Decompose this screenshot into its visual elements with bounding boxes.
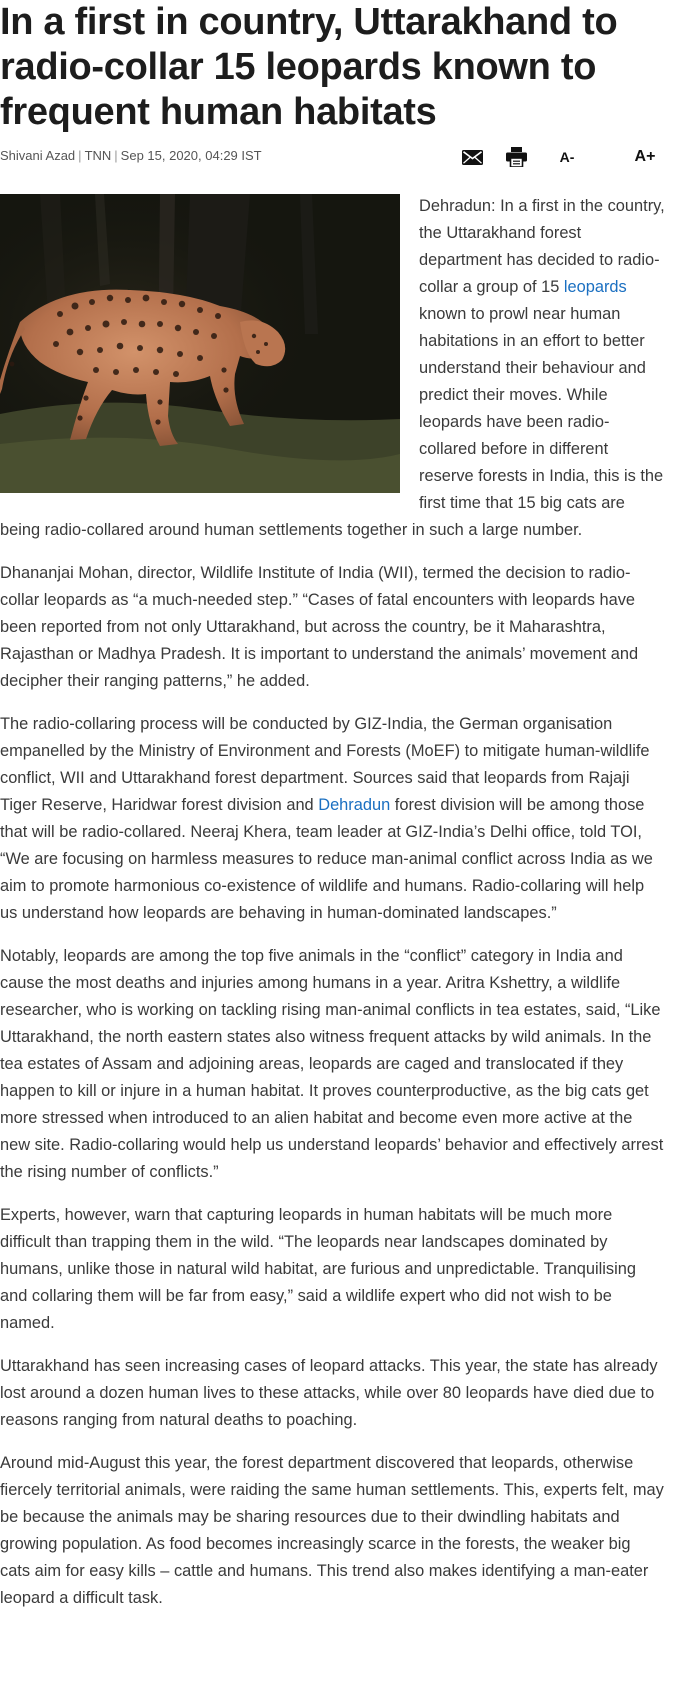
article-paragraph: Dhananjai Mohan, director, Wildlife Institute of India (WII), termed the decision to radio-collar leopards as “a much-needed step.” “Cases of fatal encounters with leopards have been reported from not only Uttarakhand, but across the country, be it Maharashtra, Rajasthan or Madhya Pradesh. It is important to understand the animals’ movement and decipher their ranging patterns,” he added.	[0, 564, 639, 690]
publish-timestamp: Sep 15, 2020, 04:29 IST	[120, 148, 262, 163]
email-button[interactable]	[460, 145, 484, 169]
author-name[interactable]: Shivani Azad	[0, 148, 76, 163]
article-paragraph: Dehradun: In a first in the country, the Uttarakhand forest department has decided to radio-collar a group of 15 leopards known to prowl near human habitations in an effort to better understand their behaviour and predict their moves. While leopards have been radio-collared before in different reserve forests in India, this is the first time that 15 big cats are being radio-collared around human settlements together in such a large number.	[0, 197, 665, 539]
source-name: TNN	[84, 148, 112, 163]
article-paragraph: The radio-collaring process will be conducted by GIZ-India, the German organisation empanelled by the Ministry of Environment and Forests (MoEF) to mitigate human-wildlife conflict, WII and Uttarakhand forest department. Sources said that leopards from Rajaji Tiger Reserve, Haridwar forest division and Dehradun forest division will be among those that will be radio-collared. Neeraj Khera, team leader at GIZ-India’s Delhi office, told TOI, “We are focusing on harmless measures to reduce man-animal conflict across India as we aim to promote harmonious co-existence of wildlife and humans. Radio-collaring will help us understand how leopards are behaving in human-dominated landscapes.”	[0, 715, 653, 922]
print-icon	[506, 147, 527, 167]
leopard-photo	[0, 194, 400, 493]
increase-font-label: A+	[634, 148, 656, 165]
article-body	[0, 193, 665, 1628]
article-paragraph: Experts, however, warn that capturing leopards in human habitats will be much more difficult than trapping them in the wild. “The leopards near landscapes dominated by humans, unlike those in natural wild habitat, are furious and unpredictable. Tranquilising and collaring them will be far from easy,” said a wildlife expert who did not wish to be named.	[0, 1206, 636, 1332]
article-paragraph: Around mid-August this year, the forest department discovered that leopards, otherwise fiercely territorial animals, were raiding the same human settlements. This, experts felt, may be because the animals may be sharing resources due to their dwindling habitats and growing population. As food becomes increasingly scarce in the forests, the weaker big cats aim for easy kills – cattle and humans. This trend also makes identifying a man-eater leopard a difficult task.	[0, 1454, 664, 1607]
byline-row	[0, 145, 660, 169]
decrease-font-label: A-	[559, 149, 575, 165]
article-headline: In a first in country, Uttarakhand to radio-collar 15 leopards known to frequent human habitats	[0, 1, 618, 133]
email-icon	[462, 150, 483, 165]
article-paragraph: Notably, leopards are among the top five animals in the “conflict” category in India and cause the most deaths and injuries among humans in a year. Aritra Kshettry, a wildlife researcher, who is working on tackling rising man-animal conflicts in tea estates, said, “Like Uttarakhand, the north eastern states also witness frequent attacks by wild animals. In the tea estates of Assam and adjoining areas, leopards are caged and translocated if they happen to kill or injure in a human habitat. It proves counterproductive, as the big cats get more stressed when introduced to an alien habitat and become even more active at the new site. Radio-collaring would help us understand leopards’ behavior and effectively arrest the rising number of conflicts.”	[0, 947, 664, 1181]
article-paragraph: Uttarakhand has seen increasing cases of leopard attacks. This year, the state has already lost around a dozen human lives to these attacks, while over 80 leopards have died due to reasons ranging from natural deaths to poaching.	[0, 1357, 658, 1429]
article-actions	[460, 145, 660, 169]
print-button[interactable]	[504, 145, 528, 169]
leopard-photo-icon	[0, 194, 400, 493]
decrease-font-button[interactable]	[552, 145, 582, 169]
dehradun-link[interactable]: Dehradun	[318, 796, 391, 814]
increase-font-button[interactable]	[630, 145, 660, 169]
leopards-link[interactable]: leopards	[563, 278, 627, 296]
byline: Shivani Azad | TNN | Sep 15, 2020, 04:29 IST	[0, 148, 262, 163]
